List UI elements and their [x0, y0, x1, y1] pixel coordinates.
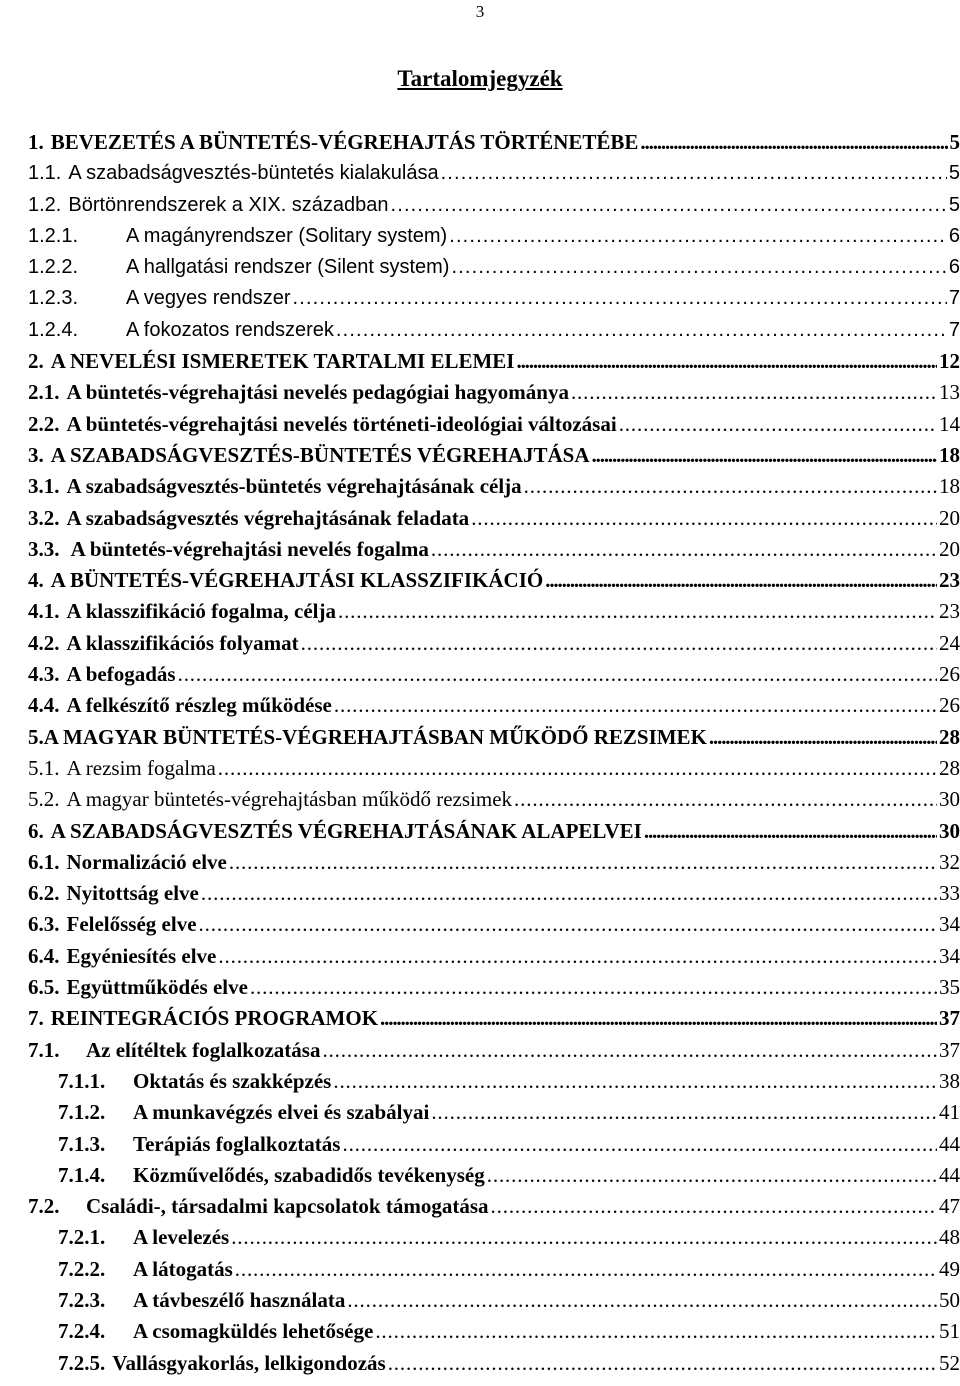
- toc-entry-title: A MAGYAR BÜNTETÉS-VÉGREHAJTÁSBAN MŰKÖDŐ REZSIMEK: [43, 724, 707, 749]
- toc-entry[interactable]: [28, 1254, 960, 1285]
- toc-entry-number: 7.1.4.: [58, 1162, 106, 1187]
- toc-entry[interactable]: [28, 596, 960, 627]
- toc-entry-title: A távbeszélő használata: [133, 1287, 346, 1312]
- toc-entry-page: 18: [939, 442, 960, 467]
- toc-entry[interactable]: [28, 722, 960, 753]
- toc-entry-page: 24: [939, 630, 960, 655]
- dot-leader: [640, 127, 947, 158]
- toc-entry-page: 23: [939, 568, 960, 593]
- toc-entry-label: [28, 503, 469, 534]
- toc-entry[interactable]: [28, 1129, 960, 1160]
- toc-entry[interactable]: [28, 1003, 960, 1034]
- toc-entry[interactable]: [28, 784, 960, 815]
- toc-entry-title: A látogatás: [133, 1256, 233, 1281]
- toc-entry-page: 14: [939, 411, 960, 436]
- toc-entry-page: 48: [939, 1225, 960, 1250]
- toc-entry-page: 5: [948, 193, 960, 216]
- toc-entry-title: A magyar büntetés-végrehajtásban működő rezsimek: [66, 787, 513, 812]
- dot-leader: [380, 1003, 937, 1034]
- toc-entry-label: [28, 847, 227, 878]
- toc-entry[interactable]: [28, 565, 960, 596]
- toc-entry[interactable]: [28, 909, 960, 940]
- toc-entry-title: Közművelődés, szabadidős tevékenység: [133, 1162, 485, 1187]
- dot-leader: [516, 346, 937, 377]
- dot-leader: [218, 941, 937, 972]
- toc-entry[interactable]: [28, 816, 960, 847]
- page-title: Tartalomjegyzék: [397, 66, 563, 91]
- toc-entry[interactable]: [28, 252, 960, 283]
- toc-entry[interactable]: [28, 972, 960, 1003]
- toc-entry[interactable]: [28, 127, 960, 158]
- dot-leader: [514, 784, 937, 815]
- toc-entry-label: [58, 1254, 233, 1285]
- toc-entry-number: 7.: [28, 1006, 44, 1031]
- dot-leader: [431, 1097, 937, 1128]
- toc-entry-number: 3.1.: [28, 474, 60, 499]
- page-number: 3: [475, 2, 485, 21]
- toc-entry-title: BEVEZETÉS A BÜNTETÉS-VÉGREHAJTÁS TÖRTÉNETÉBE: [50, 130, 639, 154]
- toc-entry-number: 7.2.3.: [58, 1287, 106, 1312]
- toc-entry-title: A szabadságvesztés-büntetés végrehajtásának célja: [66, 474, 522, 499]
- toc-entry-number: 7.2.4.: [58, 1319, 106, 1344]
- toc-entry-page: 28: [939, 724, 960, 749]
- toc-entry[interactable]: [28, 1066, 960, 1097]
- dot-leader: [250, 972, 937, 1003]
- toc-entry-label: [28, 690, 332, 721]
- toc-entry-number: 7.1.: [28, 1037, 60, 1062]
- dot-leader: [491, 1191, 937, 1222]
- toc-entry-page: 35: [939, 975, 960, 1000]
- toc-entry-title: A klasszifikációs folyamat: [66, 630, 299, 655]
- toc-entry-label: [28, 315, 334, 346]
- toc-entry[interactable]: [28, 534, 960, 565]
- toc-entry[interactable]: [28, 158, 960, 189]
- toc-entry-number: 7.2.2.: [58, 1256, 106, 1281]
- dot-leader: [524, 471, 937, 502]
- toc-entry-number: 2.2.: [28, 411, 60, 436]
- dot-leader: [441, 158, 947, 189]
- dot-leader: [201, 878, 937, 909]
- toc-entry-label: [58, 1066, 331, 1097]
- toc-entry-page: 38: [939, 1068, 960, 1093]
- toc-entry-label: [28, 941, 216, 972]
- toc-entry-number: 5.2.: [28, 787, 60, 812]
- toc-entry-title: A BÜNTETÉS-VÉGREHAJTÁSI KLASSZIFIKÁCIÓ: [50, 568, 544, 593]
- toc-entry-label: [58, 1097, 429, 1128]
- toc-entry-label: [28, 377, 569, 408]
- toc-entry-label: [28, 659, 176, 690]
- toc-entry[interactable]: [28, 221, 960, 252]
- toc-entry-title: A szabadságvesztés végrehajtásának feladata: [66, 505, 470, 530]
- toc-entry[interactable]: [28, 346, 960, 377]
- toc-entry-number: 6.4.: [28, 943, 60, 968]
- toc-entry-title: A fokozatos rendszerek: [126, 318, 334, 341]
- toc-entry-title: A magányrendszer (Solitary system): [126, 224, 448, 247]
- toc-entry-page: 20: [939, 505, 960, 530]
- toc-entry-title: Családi-, társadalmi kapcsolatok támogatása: [86, 1194, 489, 1219]
- toc-entry[interactable]: [28, 690, 960, 721]
- toc-entry-title: A klasszifikáció fogalma, célja: [66, 599, 336, 624]
- toc-entry[interactable]: [28, 1097, 960, 1128]
- toc-entry-number: 3.3.: [28, 536, 60, 561]
- dot-leader: [336, 315, 947, 346]
- toc-entry[interactable]: [28, 409, 960, 440]
- toc-entry-page: 30: [939, 818, 960, 843]
- toc-entry-page: 32: [939, 849, 960, 874]
- toc-entry[interactable]: [28, 1285, 960, 1316]
- toc-entry-number: 2.1.: [28, 380, 60, 405]
- dot-leader: [644, 816, 937, 847]
- toc-entry-page: 26: [939, 662, 960, 687]
- toc-entry-page: 30: [939, 787, 960, 812]
- toc-entry-page: 33: [939, 881, 960, 906]
- toc-entry-page: 6: [948, 224, 960, 247]
- toc-entry-page: 51: [939, 1319, 960, 1344]
- toc-entry-number: 5.: [28, 724, 44, 749]
- toc-entry-label: [28, 596, 336, 627]
- toc-entry[interactable]: [28, 1160, 960, 1191]
- toc-entry-title: A befogadás: [66, 662, 176, 687]
- toc-entry[interactable]: [28, 628, 960, 659]
- toc-entry[interactable]: [28, 503, 960, 534]
- toc-entry-title: A SZABADSÁGVESZTÉS-BÜNTETÉS VÉGREHAJTÁSA: [50, 442, 590, 467]
- toc-entry-number: 4.4.: [28, 693, 60, 718]
- toc-entry-label: [28, 158, 439, 189]
- dot-leader: [293, 283, 947, 314]
- dot-leader: [449, 221, 947, 252]
- dot-leader: [301, 628, 937, 659]
- toc-entry[interactable]: [28, 753, 960, 784]
- toc-entry-number: 4.: [28, 568, 44, 593]
- dot-leader: [592, 440, 937, 471]
- toc-entry-title: A büntetés-végrehajtási nevelés pedagógiai hagyománya: [66, 380, 569, 405]
- dot-leader: [231, 1222, 937, 1253]
- toc-entry-title: A szabadságvesztés-büntetés kialakulása: [68, 162, 439, 185]
- toc-entry-label: [28, 816, 642, 847]
- toc-entry-title: A levelezés: [133, 1225, 230, 1250]
- toc-entry-page: 12: [939, 349, 960, 374]
- toc-entry-number: 7.2.: [28, 1194, 60, 1219]
- toc-entry-label: [28, 190, 389, 221]
- dot-leader: [487, 1160, 937, 1191]
- toc-entry-title: A csomagküldés lehetősége: [133, 1319, 374, 1344]
- toc-entry-page: 41: [939, 1100, 960, 1125]
- toc-entry-page: 47: [939, 1194, 960, 1219]
- toc-entry-title: A NEVELÉSI ISMERETEK TARTALMI ELEMEI: [50, 349, 515, 374]
- toc-entry[interactable]: [28, 1348, 960, 1379]
- toc-entry-label: [28, 127, 638, 158]
- toc-entry[interactable]: [28, 377, 960, 408]
- toc-entry-number: 6.2.: [28, 881, 60, 906]
- dot-leader: [199, 909, 937, 940]
- toc-entry-label: [28, 283, 291, 314]
- toc-entry-title: REINTEGRÁCIÓS PROGRAMOK: [50, 1006, 379, 1031]
- toc-entry-page: 20: [939, 536, 960, 561]
- toc-entry-number: 4.3.: [28, 662, 60, 687]
- toc-entry-label: [28, 534, 429, 565]
- toc-entry-label: [58, 1129, 340, 1160]
- dot-leader: [545, 565, 937, 596]
- toc-entry-page: 5: [949, 130, 960, 154]
- toc-entry-label: [28, 628, 299, 659]
- dot-leader: [431, 534, 937, 565]
- toc-entry-title: Oktatás és szakképzés: [133, 1068, 332, 1093]
- toc-entry[interactable]: [28, 1191, 960, 1222]
- table-of-contents: [28, 127, 960, 1379]
- toc-entry-page: 37: [939, 1006, 960, 1031]
- toc-entry[interactable]: [28, 190, 960, 221]
- toc-entry-title: A munkavégzés elvei és szabályai: [133, 1100, 430, 1125]
- toc-entry[interactable]: [28, 878, 960, 909]
- toc-entry-number: 2.: [28, 349, 44, 374]
- toc-entry[interactable]: [28, 1222, 960, 1253]
- toc-entry-label: [58, 1160, 485, 1191]
- toc-entry-title: Vallásgyakorlás, lelkigondozás: [112, 1350, 386, 1375]
- toc-entry-label: [28, 972, 248, 1003]
- toc-entry-label: [28, 784, 512, 815]
- toc-entry-number: 6.5.: [28, 975, 60, 1000]
- dot-leader: [388, 1348, 937, 1379]
- toc-entry-label: [58, 1222, 229, 1253]
- toc-entry-page: 6: [948, 256, 960, 279]
- toc-entry-number: 1.1.: [28, 162, 62, 185]
- toc-entry-page: 34: [939, 912, 960, 937]
- dot-leader: [709, 722, 937, 753]
- toc-entry-page: 44: [939, 1131, 960, 1156]
- toc-entry[interactable]: [28, 315, 960, 346]
- toc-entry-number: 3.2.: [28, 505, 60, 530]
- toc-entry-page: 52: [939, 1350, 960, 1375]
- toc-entry-label: [28, 409, 617, 440]
- toc-entry-label: [28, 471, 522, 502]
- toc-entry-label: [28, 909, 197, 940]
- toc-entry-title: Normalizáció elve: [66, 849, 227, 874]
- toc-entry-title: A vegyes rendszer: [126, 287, 291, 310]
- dot-leader: [342, 1129, 937, 1160]
- toc-entry-label: [28, 722, 707, 753]
- toc-entry-number: 7.2.5.: [58, 1350, 106, 1375]
- toc-entry-page: 50: [939, 1287, 960, 1312]
- toc-entry-title: Felelősség elve: [66, 912, 197, 937]
- toc-entry-page: 26: [939, 693, 960, 718]
- dot-leader: [571, 377, 937, 408]
- toc-entry-label: [28, 1003, 378, 1034]
- toc-entry-number: 6.1.: [28, 849, 60, 874]
- toc-entry-number: 1.: [28, 130, 44, 154]
- toc-entry[interactable]: [28, 1316, 960, 1347]
- toc-entry[interactable]: [28, 847, 960, 878]
- toc-entry-number: 1.2.3.: [28, 287, 79, 310]
- toc-entry-title: A SZABADSÁGVESZTÉS VÉGREHAJTÁSÁNAK ALAPELVEI: [50, 818, 642, 843]
- toc-entry-title: A hallgatási rendszer (Silent system): [126, 256, 450, 279]
- toc-entry-number: 7.2.1.: [58, 1225, 106, 1250]
- toc-entry-title: Terápiás foglalkoztatás: [133, 1131, 341, 1156]
- dot-leader: [391, 190, 947, 221]
- toc-entry-label: [28, 221, 447, 252]
- toc-entry-number: 7.1.1.: [58, 1068, 106, 1093]
- toc-entry[interactable]: [28, 941, 960, 972]
- dot-leader: [218, 753, 937, 784]
- toc-entry-number: 1.2.2.: [28, 256, 79, 279]
- toc-entry-page: 34: [939, 943, 960, 968]
- dot-leader: [471, 503, 937, 534]
- dot-leader: [375, 1316, 937, 1347]
- toc-entry-page: 37: [939, 1037, 960, 1062]
- toc-entry-number: 4.2.: [28, 630, 60, 655]
- toc-entry-title: Egyéniesítés elve: [66, 943, 217, 968]
- toc-entry-page: 13: [939, 380, 960, 405]
- toc-entry-page: 44: [939, 1162, 960, 1187]
- dot-leader: [229, 847, 937, 878]
- toc-entry-title: Az elítéltek foglalkozatása: [86, 1037, 321, 1062]
- toc-entry-title: Együttműködés elve: [66, 975, 248, 1000]
- toc-entry[interactable]: [28, 440, 960, 471]
- toc-entry[interactable]: [28, 659, 960, 690]
- toc-entry[interactable]: [28, 1035, 960, 1066]
- dot-leader: [619, 409, 937, 440]
- dot-leader: [178, 659, 937, 690]
- toc-entry-label: [28, 1035, 320, 1066]
- dot-leader: [235, 1254, 937, 1285]
- toc-entry-label: [28, 346, 514, 377]
- toc-entry-label: [28, 252, 449, 283]
- toc-entry-number: 6.: [28, 818, 44, 843]
- dot-leader: [322, 1035, 937, 1066]
- toc-entry-label: [28, 878, 199, 909]
- toc-entry-title: A büntetés-végrehajtási nevelés történeti-ideológiai változásai: [66, 411, 617, 436]
- toc-entry-number: 4.1.: [28, 599, 60, 624]
- dot-leader: [451, 252, 946, 283]
- toc-entry-number: 7.1.2.: [58, 1100, 106, 1125]
- toc-entry-page: 18: [939, 474, 960, 499]
- dot-leader: [338, 596, 937, 627]
- toc-entry-page: 49: [939, 1256, 960, 1281]
- toc-entry[interactable]: [28, 283, 960, 314]
- toc-entry-number: 1.2.1.: [28, 224, 79, 247]
- toc-entry-title: Nyitottság elve: [66, 881, 199, 906]
- toc-entry-label: [58, 1316, 373, 1347]
- toc-entry-label: [28, 565, 543, 596]
- dot-leader: [334, 690, 937, 721]
- toc-entry-number: 3.: [28, 442, 44, 467]
- toc-entry-title: A büntetés-végrehajtási nevelés fogalma: [66, 536, 429, 561]
- toc-entry-number: 1.2.: [28, 193, 62, 216]
- toc-entry-title: A rezsim fogalma: [66, 755, 216, 780]
- dot-leader: [333, 1066, 937, 1097]
- toc-entry-number: 7.1.3.: [58, 1131, 106, 1156]
- toc-entry-label: [28, 753, 216, 784]
- toc-entry-title: A felkészítő részleg működése: [66, 693, 332, 718]
- toc-entry-title: Börtönrendszerek a XIX. században: [68, 193, 389, 216]
- toc-entry-number: 5.1.: [28, 755, 60, 780]
- toc-entry-label: [58, 1285, 345, 1316]
- toc-entry-page: 5: [948, 162, 960, 185]
- toc-entry-number: 1.2.4.: [28, 318, 79, 341]
- toc-entry-label: [58, 1348, 386, 1379]
- toc-entry[interactable]: [28, 471, 960, 502]
- dot-leader: [347, 1285, 937, 1316]
- toc-entry-number: 6.3.: [28, 912, 60, 937]
- toc-entry-page: 28: [939, 755, 960, 780]
- toc-entry-page: 7: [948, 287, 960, 310]
- toc-entry-page: 7: [948, 318, 960, 341]
- toc-entry-label: [28, 1191, 489, 1222]
- toc-entry-label: [28, 440, 590, 471]
- toc-entry-page: 23: [939, 599, 960, 624]
